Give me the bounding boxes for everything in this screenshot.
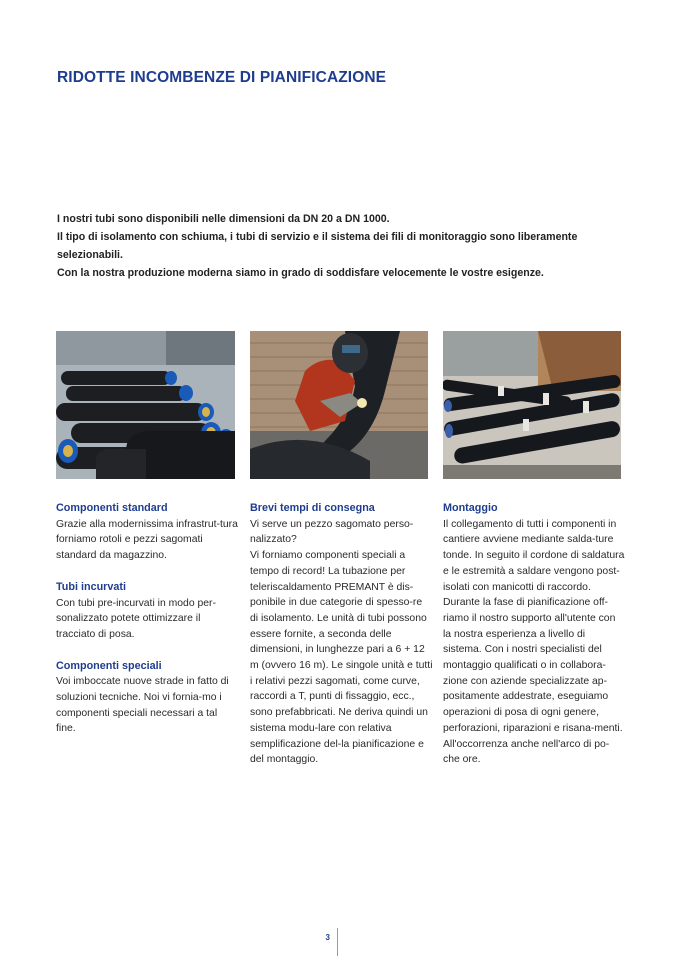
intro-line-dimensions: I nostri tubi sono disponibili nelle dimensioni da DN 20 a DN 1000. <box>57 213 390 225</box>
heading-montaggio: Montaggio <box>443 502 498 514</box>
page-number: 3 <box>325 933 330 942</box>
column-right <box>443 501 626 768</box>
text-tubi-incurvati: Con tubi pre-incurvati in modo per-sonalizzato potete ottimizzare il tracciato di posa. <box>56 597 216 640</box>
heading-componenti-standard: Componenti standard <box>56 502 168 514</box>
photo-welder-image <box>250 331 428 479</box>
intro-line-production: Con la nostra produzione moderna siamo in grado di soddisfare velocemente le vostre esigenze. <box>57 267 544 279</box>
text-montaggio-timing: All'occorrenza anche nell'arco di po-che ore. <box>443 738 610 766</box>
photo-welder <box>250 331 428 479</box>
text-montaggio-welding: Il collegamento di tutti i componenti in cantiere avviene mediante salda-ture tonde. In seguito il cordone di saldatura e le estremità a saldare vengono post-isolati con manicotti di raccordo. <box>443 518 625 593</box>
photo-pipe-components <box>56 331 235 479</box>
heading-componenti-speciali: Componenti speciali <box>56 659 162 672</box>
photo-pipe-assembly <box>443 331 621 479</box>
page-title: RIDOTTE INCOMBENZE DI PIANIFICAZIONE <box>57 69 387 87</box>
intro-line-insulation: Il tipo di isolamento con schiuma, i tubi di servizio e il sistema dei fili di monitoraggio sono liberamente selezionabili. <box>57 231 578 261</box>
text-brevi-tempi-question: Vi serve un pezzo sagomato perso-nalizzato? <box>250 518 414 546</box>
text-componenti-standard: Grazie alla modernissima infrastrut-tura forniamo rotoli e pezzi sagomati standard da magazzino. <box>56 518 238 562</box>
intro-text <box>57 210 617 282</box>
text-brevi-tempi-body: Vi forniamo componenti speciali a tempo di record! La tubazione per teleriscaldamento PREMANT è dis-ponibile in due categorie di spesso-re di isolamento. Le unità di tubi possono essere fornite, a seconda delle dimensioni, in lunghezze pari a 6 + 12 m (ovvero 16 m). Le singole unità e tutti i relativi pezzi sagomati, come curve, raccordi a T, punti di fissaggio, ecc., sono prefabbricati. Ne deriva quindi un sistema modu-lare con relativa semplificazione del-la pianificazione e del montaggio. <box>250 550 433 766</box>
text-componenti-speciali: Voi imboccate nuove strade in fatto di soluzioni tecniche. Noi vi fornia-mo i componenti speciali necessari a tal fine. <box>56 676 229 735</box>
page-number-divider <box>337 928 338 956</box>
heading-tubi-incurvati: Tubi incurvati <box>56 580 126 593</box>
column-middle <box>250 501 433 768</box>
photo-pipe-assembly-image <box>443 331 621 479</box>
column-left <box>56 501 239 737</box>
heading-brevi-tempi: Brevi tempi di consegna <box>250 502 375 514</box>
photo-pipe-components-image <box>56 331 235 479</box>
text-montaggio-planning: Durante la fase di pianificazione off-riamo il nostro supporto all'utente con la nostra esperienza a livello di sistema. Con i nostri specialisti del montaggio qualificati o in collabora-zione con aziende specializzate ap-positamente addestrate, eseguiamo operazioni di posa di ogni genere, perforazioni, riparazioni e risana-menti. <box>443 597 623 734</box>
